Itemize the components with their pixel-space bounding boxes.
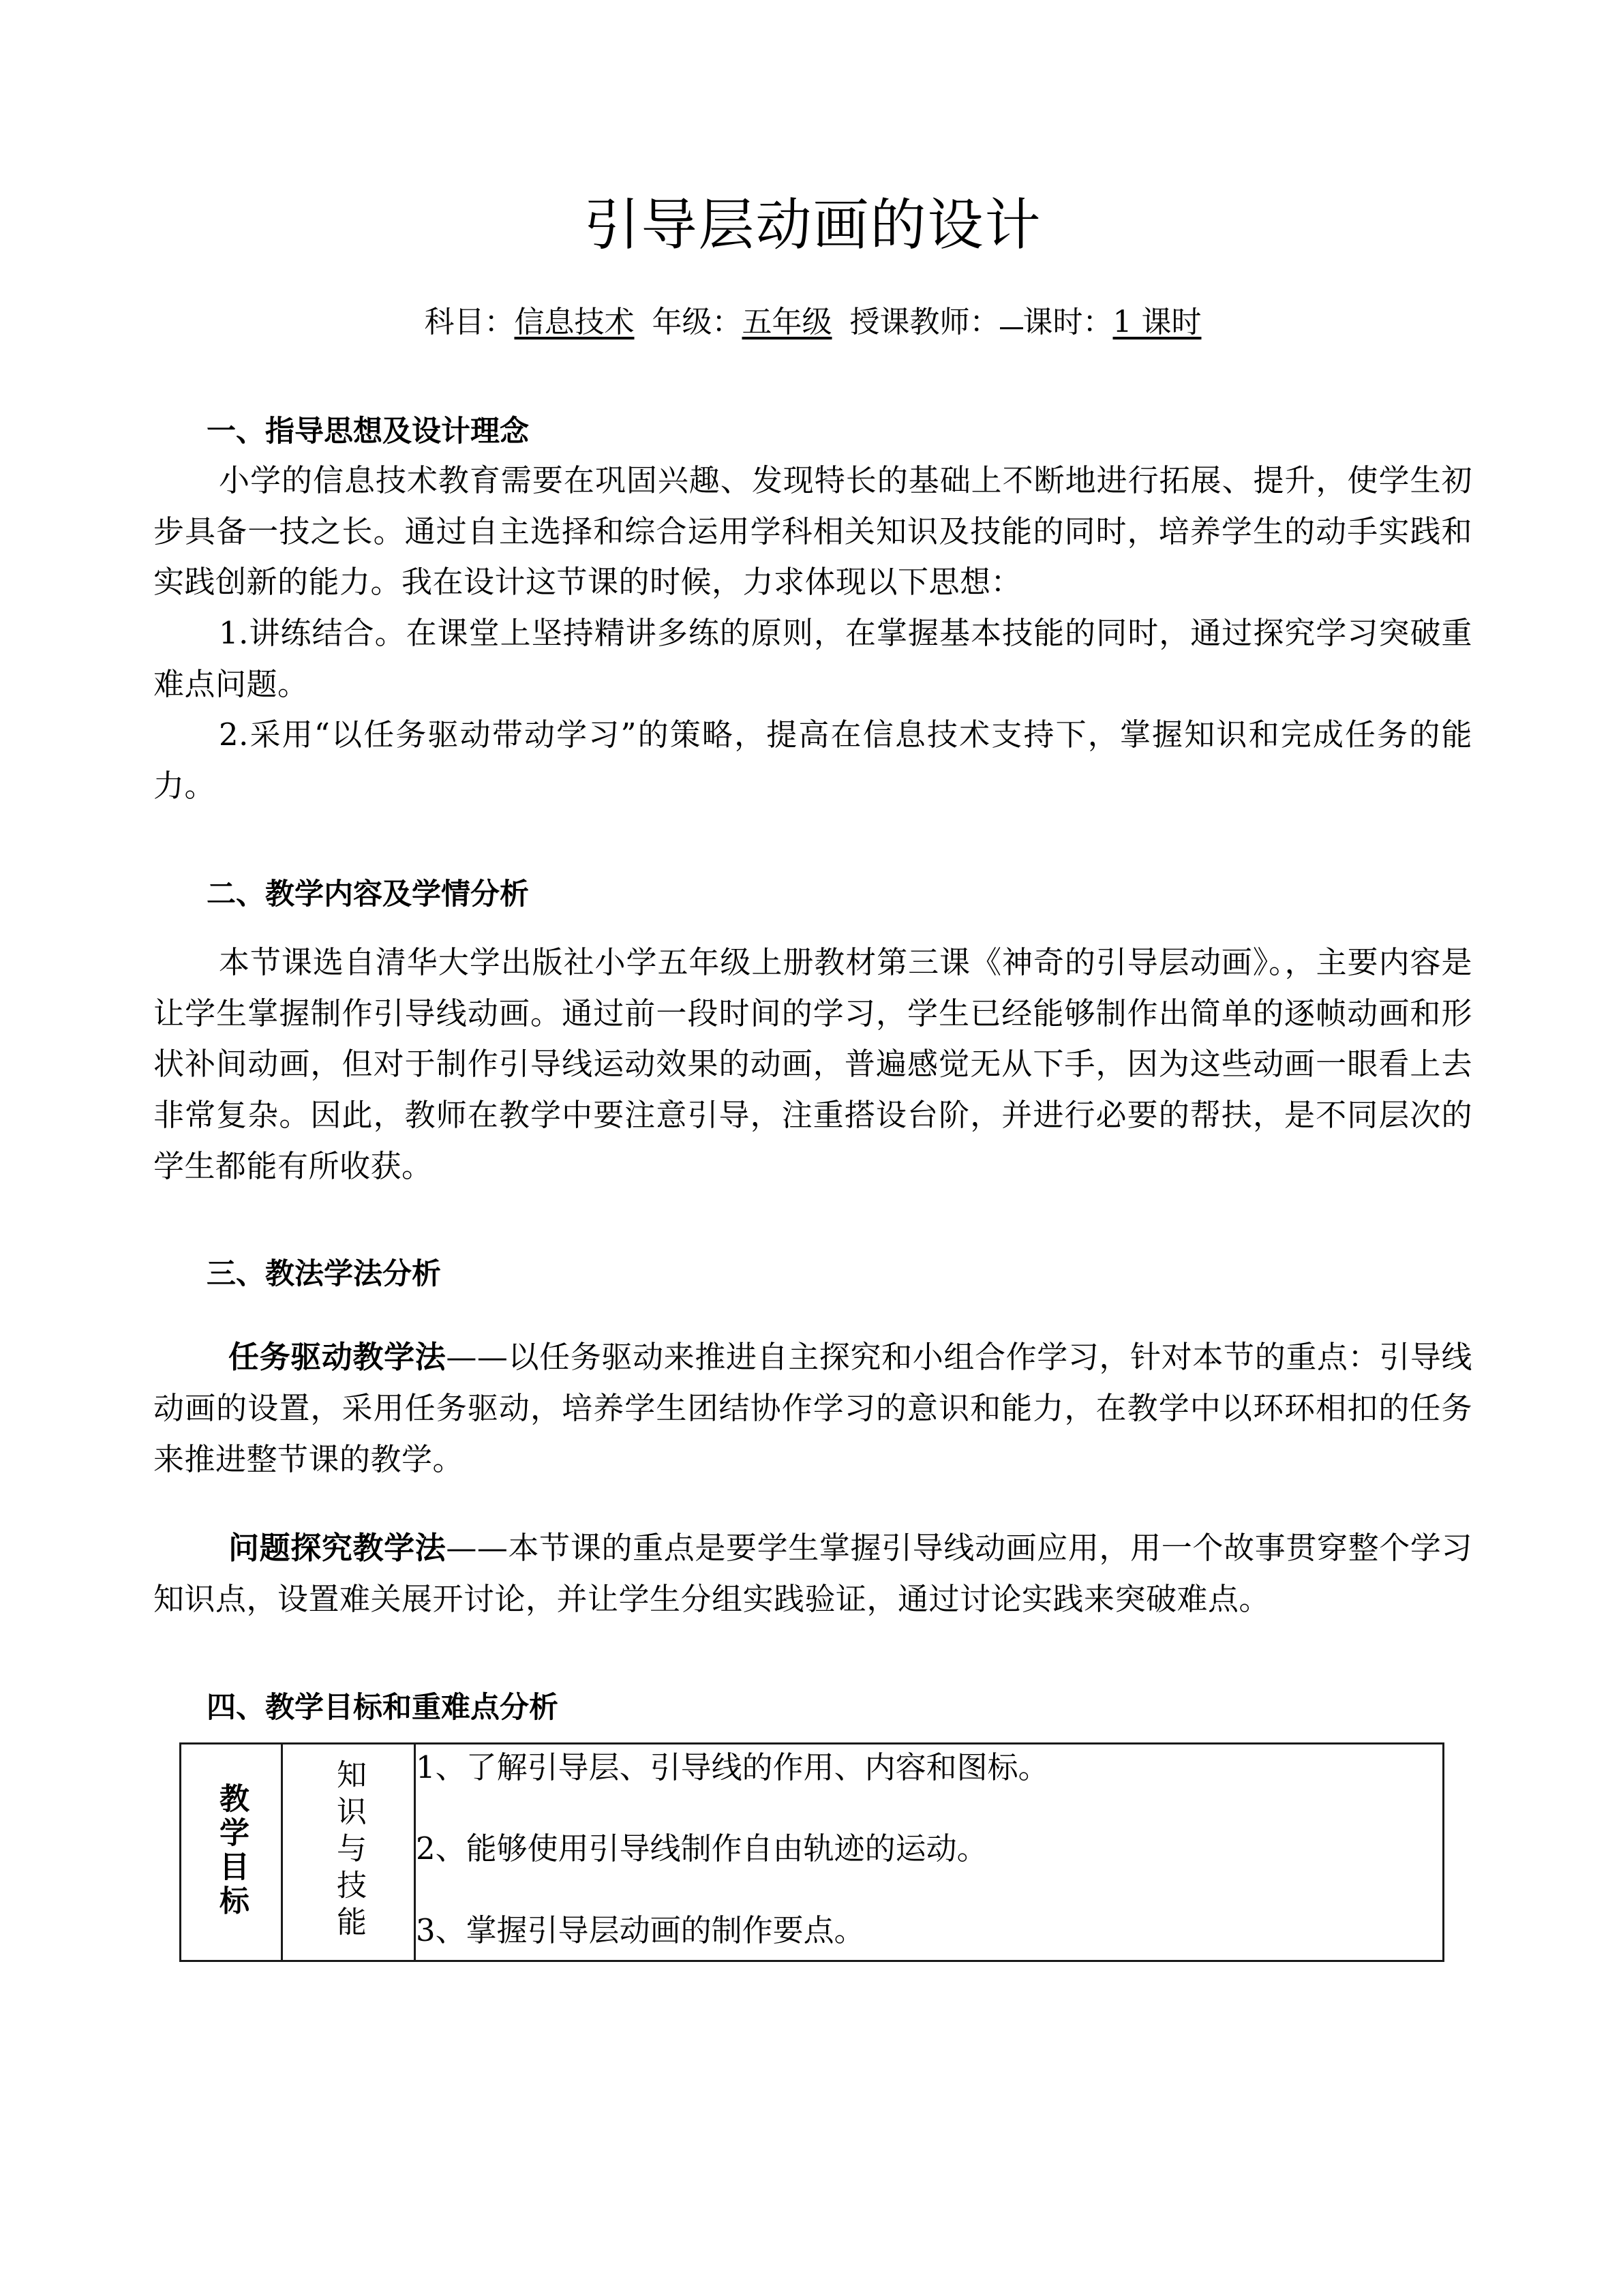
grade-label: 年级： [652, 305, 742, 339]
section-1-paragraph-2: 1.讲练结合。在课堂上坚持精讲多练的原则，在掌握基本技能的同时，通过探究学习突破重难点问题。 [153, 615, 1472, 702]
page-title: 引导层动画的设计 [583, 193, 1042, 258]
section-heading-4: 四、教学目标和重难点分析 [207, 1690, 558, 1725]
period-label: 课时： [1022, 305, 1113, 339]
teaching-method-2-name: 问题探究教学法 [228, 1530, 446, 1567]
goal-item-1: 1、了解引导层、引导线的作用、内容和图标。 [416, 1749, 1049, 1785]
teaching-method-2 [153, 1523, 1472, 1625]
subject-value: 信息技术 [514, 305, 635, 339]
teaching-method-1 [153, 1332, 1472, 1485]
lesson-meta-line [153, 297, 1472, 341]
teacher-value-blank [1000, 327, 1023, 329]
section-heading-2: 二、教学内容及学情分析 [207, 877, 529, 911]
goal-row-label-cell [181, 1743, 282, 1961]
section-2-paragraph-1: 本节课选自清华大学出版社小学五年级上册教材第三课《神奇的引导层动画》。，主要内容是让学生掌握制作引导线动画。通过前一段时间的学习，学生已经能够制作出简单的逐帧动画和形状补间动画，但对于制作引导线运动效果的动画，普遍感觉无从下手，因为这些动画一眼看上去非常复杂。因此，教师在教学中要注意引导，注重搭设台阶，并进行必要的帮扶，是不同层次的学生都能有所收获。 [153, 943, 1472, 1184]
teaching-method-1-body: ——以任务驱动来推进自主探究和小组合作学习，针对本节的重点：引导线动画的设置，采用任务驱动，培养学生团结协作学习的意识和能力，在教学中以环环相扣的任务来推进整节课的教学。 [153, 1339, 1472, 1477]
table-row [181, 1743, 1444, 1961]
section-1-paragraph-3: 2.采用“以任务驱动带动学习”的策略，提高在信息技术支持下，掌握知识和完成任务的能力。 [153, 716, 1472, 804]
section-heading-1: 一、指导思想及设计理念 [207, 414, 529, 449]
teaching-method-2-body: ——本节课的重点是要学生掌握引导线动画应用，用一个故事贯穿整个学习知识点，设置难关展开讨论，并让学生分组实践验证，通过讨论实践来突破难点。 [153, 1530, 1472, 1618]
subject-label: 科目： [424, 305, 515, 339]
teaching-goal-table [179, 1742, 1444, 1963]
goal-sub-label: 知识与技能 [331, 1759, 366, 1944]
goal-item-3: 3、掌握引导层动画的制作要点。 [416, 1912, 865, 1948]
goal-sub-label-cell [282, 1743, 415, 1961]
period-value: 1 课时 [1112, 305, 1202, 339]
goal-item-2: 2、能够使用引导线制作自由轨迹的运动。 [416, 1830, 988, 1867]
section-1-paragraph-1: 小学的信息技术教育需要在巩固兴趣、发现特长的基础上不断地进行拓展、提升，使学生初步具备一技之长。通过自主选择和综合运用学科相关知识及技能的同时，培养学生的动手实践和实践创新的能力。我在设计这节课的时候，力求体现以下思想： [153, 462, 1472, 601]
grade-value: 五年级 [742, 305, 832, 339]
goal-table-wrapper [153, 1742, 1472, 1963]
goal-row-label: 教学目标 [213, 1783, 249, 1920]
teaching-method-1-name: 任务驱动教学法 [228, 1339, 446, 1376]
document-content [153, 0, 1472, 1962]
section-heading-3: 三、教法学法分析 [207, 1257, 441, 1292]
teacher-label: 授课教师： [849, 305, 1000, 339]
goal-items-cell [415, 1743, 1444, 1961]
